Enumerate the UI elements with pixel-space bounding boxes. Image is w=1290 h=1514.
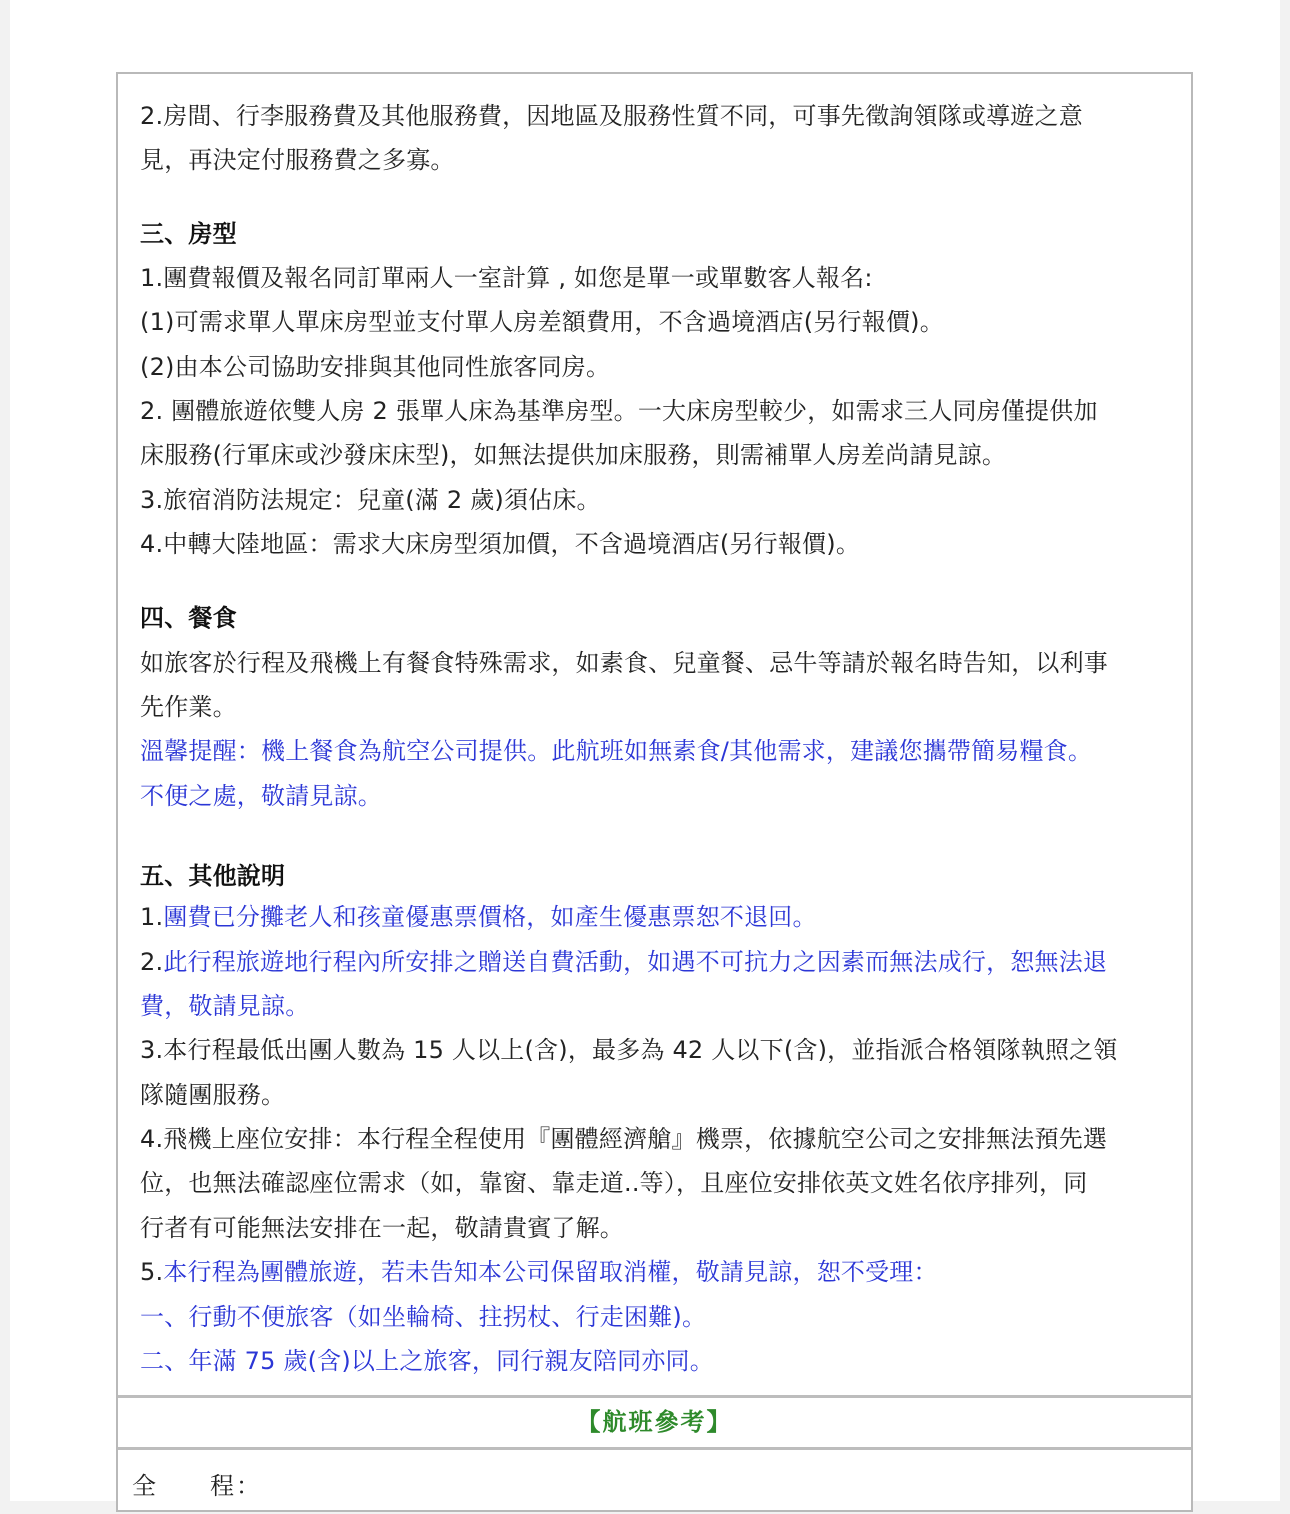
flight-row xyxy=(118,1450,1191,1514)
meal-note: 如旅客於行程及飛機上有餐食特殊需求，如素食、兒童餐、忌牛等請於報名時告知，以利事 xyxy=(140,649,1108,677)
meal-note-cont: 先作業。 xyxy=(140,693,237,721)
document-page xyxy=(10,0,1280,1501)
other-note-4: 4.飛機上座位安排：本行程全程使用『團體經濟艙』機票，依據航空公司之安排無法預先選 xyxy=(140,1125,1108,1153)
other-note-2-number: 2. xyxy=(140,948,164,976)
other-note-1 xyxy=(140,901,817,933)
other-note-2-cont: 費，敬請見諒。 xyxy=(140,992,310,1020)
notes-section xyxy=(118,74,1191,1398)
itinerary-notes-table xyxy=(116,72,1193,1512)
other-note-1-number: 1. xyxy=(140,903,164,931)
room-note-1: 1.團費報價及報名同訂單兩人一室計算 , 如您是單一或單數客人報名: xyxy=(140,264,873,292)
room-note-3: 3.旅宿消防法規定：兒童(滿 2 歲)須佔床。 xyxy=(140,486,601,514)
room-note-2-cont: 床服務(行軍床或沙發床床型)，如無法提供加床服務，則需補單人房差尚請見諒。 xyxy=(140,441,1007,469)
other-note-5-item-2: 二、年滿 75 歲(含)以上之旅客，同行親友陪同亦同。 xyxy=(140,1347,714,1375)
meal-tip: 溫馨提醒：機上餐食為航空公司提供。此航班如無素食/其他需求，建議您攜帶簡易糧食。 xyxy=(140,737,1093,765)
other-note-3-cont: 隊隨團服務。 xyxy=(140,1081,286,1109)
service-fee-note: 2.房間、行李服務費及其他服務費，因地區及服務性質不同，可事先徵詢領隊或導遊之意 xyxy=(140,102,1083,130)
room-note-1a: (1)可需求單人單床房型並支付單人房差額費用，不含過境酒店(另行報價)。 xyxy=(140,308,944,336)
other-note-5 xyxy=(140,1256,938,1288)
room-note-1b: (2)由本公司協助安排與其他同性旅客同房。 xyxy=(140,353,611,381)
room-note-2: 2. 團體旅遊依雙人房 2 張單人床為基準房型。一大床房型較少，如需求三人同房僅提供加 xyxy=(140,397,1098,425)
room-note-4: 4.中轉大陸地區：需求大床房型須加價，不含過境酒店(另行報價)。 xyxy=(140,530,861,558)
service-fee-note-cont: 見，再決定付服務費之多寡。 xyxy=(140,146,455,174)
flight-reference-header xyxy=(118,1398,1191,1450)
other-note-2-text: 此行程旅遊地行程內所安排之贈送自費活動，如遇不可抗力之因素而無法成行，恕無法退 xyxy=(163,948,1108,976)
flight-full-route-label: 全 程： xyxy=(132,1472,262,1500)
other-note-4-cont: 位，也無法確認座位需求（如，靠窗、靠走道..等），且座位安排依英文姓名依序排列，同 xyxy=(140,1169,1088,1197)
other-notes-heading: 五、其他說明 xyxy=(140,862,286,890)
other-note-5-text: 本行程為團體旅遊，若未告知本公司保留取消權，敬請見諒，恕不受理： xyxy=(163,1258,938,1286)
meal-tip-cont: 不便之處，敬請見諒。 xyxy=(140,782,382,810)
other-note-3: 3.本行程最低出團人數為 15 人以上(含)，最多為 42 人以下(含)，並指派合格領隊執照之領 xyxy=(140,1036,1118,1064)
other-note-5-number: 5. xyxy=(140,1258,164,1286)
meal-heading: 四、餐食 xyxy=(140,604,237,632)
other-note-1-text: 團費已分攤老人和孩童優惠票價格，如產生優惠票恕不退回。 xyxy=(163,903,817,931)
room-type-heading: 三、房型 xyxy=(140,220,237,248)
other-note-5-item-1: 一、行動不便旅客（如坐輪椅、拄拐杖、行走困難)。 xyxy=(140,1303,707,1331)
other-note-4-cont2: 行者有可能無法安排在一起，敬請貴賓了解。 xyxy=(140,1214,624,1242)
flight-reference-title: 【航班參考】 xyxy=(576,1408,733,1436)
other-note-2 xyxy=(140,946,1107,978)
